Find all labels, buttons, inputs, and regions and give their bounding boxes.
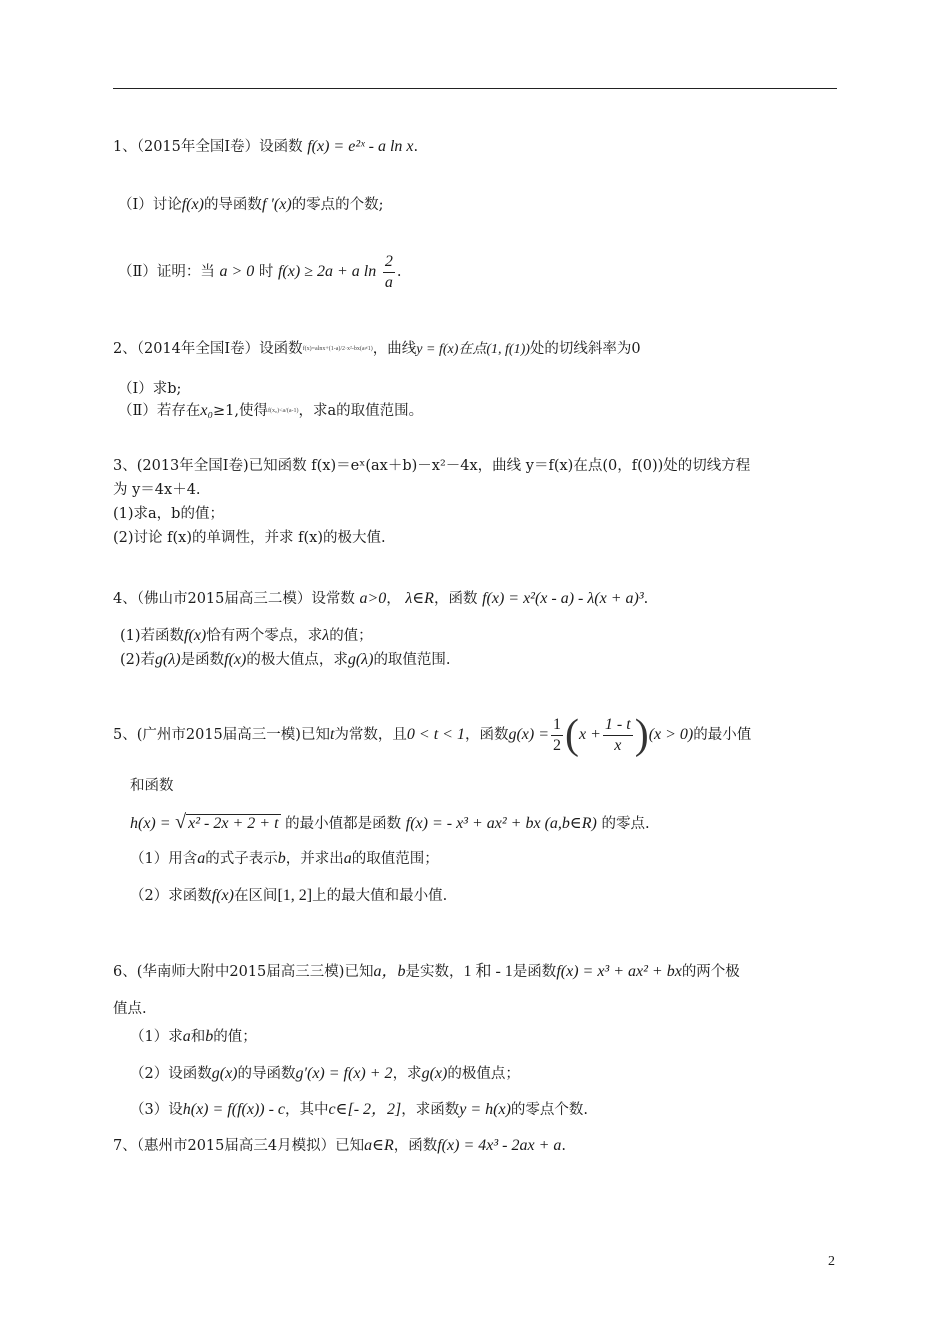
text: (2)讨论 f(x)的单调性，并求 f(x)的极大值.	[113, 530, 386, 546]
text: ，	[386, 591, 401, 607]
text: ，曲线	[372, 341, 417, 357]
radicand: x² - 2x + 2 + t	[188, 815, 279, 832]
text: 的零点的个数;	[291, 197, 384, 213]
math: f(x) = 4x³ - 2ax + a	[437, 1137, 562, 1154]
math: a	[182, 1028, 191, 1045]
problem-6-label: 6、(华南师大附中2015届高三三模)已知	[113, 964, 374, 980]
math: b	[205, 1028, 214, 1045]
math: y = f(x)在点(1, f(1))	[416, 342, 530, 357]
math: λ∈R	[405, 590, 434, 607]
math: a	[197, 850, 206, 867]
text: ，并求出	[285, 851, 344, 867]
text: （2）设函数	[130, 1066, 212, 1082]
problem-6-part-1	[130, 1028, 257, 1046]
text: （2）求函数	[130, 888, 212, 904]
text: 的极值点；	[447, 1066, 520, 1082]
text: (1)若函数	[120, 628, 185, 644]
fraction	[383, 252, 395, 293]
text: 值点.	[113, 1001, 147, 1017]
text: ，函数	[393, 1138, 438, 1154]
math: g(x) =	[508, 726, 550, 743]
math: [1, 2]	[277, 887, 313, 904]
problem-7-label: 7、（惠州市2015届高三4月模拟）已知	[113, 1138, 365, 1154]
math: f(x)	[184, 627, 207, 644]
text: 是实数，	[405, 964, 464, 980]
math: h(x) = f(f(x)) - c	[182, 1101, 286, 1118]
text: （Ⅱ）证明：当	[118, 264, 215, 280]
text: ，函数	[464, 727, 509, 743]
paren-left: (	[565, 712, 580, 758]
text: 的式子表示	[205, 851, 278, 867]
text: ，其中	[285, 1102, 329, 1118]
math: a，b	[373, 963, 406, 980]
math: b	[277, 850, 286, 867]
math: h(x) =	[130, 815, 171, 832]
text: 在区间	[233, 888, 278, 904]
text: 的零点个数.	[510, 1102, 589, 1118]
text: 的取值范围；	[351, 851, 439, 867]
math: f(x) = x³ + ax² + bx	[556, 963, 682, 980]
text: ，求函数	[401, 1102, 460, 1118]
text: 的取值范围.	[373, 652, 451, 668]
text: 的两个极	[681, 964, 740, 980]
math: a > 0	[219, 263, 255, 280]
problem-4-part-1	[120, 627, 373, 645]
math: (x > 0)	[648, 726, 694, 743]
problem-2-label: 2、（2014年全国Ⅰ卷）设函数	[113, 341, 303, 357]
text: 的最小值都是函数	[285, 816, 402, 832]
text: ，函数	[433, 591, 478, 607]
problem-5-line-3	[130, 813, 650, 833]
math: f(x)	[211, 887, 234, 904]
text: （1）求	[130, 1029, 183, 1045]
math: a∈R	[364, 1137, 394, 1154]
text: 恰有两个零点，求	[206, 628, 323, 644]
text: 为 y＝4x＋4.	[113, 482, 201, 498]
text: 是函数	[180, 652, 225, 668]
math: f(x) ≥ 2a + a ln	[277, 263, 377, 280]
problem-6-part-3	[130, 1101, 588, 1119]
problem-2-part-1	[118, 380, 181, 398]
math: f(x)	[224, 651, 247, 668]
math: g(x)	[211, 1065, 238, 1082]
square-root	[175, 813, 280, 833]
numerator: 1 - t	[603, 715, 633, 736]
math: g′(x) = f(x) + 2	[295, 1065, 393, 1082]
math: x +	[579, 726, 601, 743]
problem-3-part-1	[113, 505, 224, 523]
problem-5-line-2	[130, 777, 174, 795]
problem-4-part-2	[120, 651, 451, 669]
text: 的极大值点，求	[246, 652, 348, 668]
text: 是函数	[512, 964, 557, 980]
paren-right: )	[634, 712, 649, 758]
math: t	[329, 726, 335, 743]
math: y = h(x)	[459, 1101, 511, 1118]
text: （Ⅰ）求b;	[118, 381, 182, 397]
problem-2-title-line	[113, 340, 641, 359]
math: f(x) = - x³ + ax² + bx (a,b∈R)	[405, 815, 597, 832]
numerator: 2	[383, 252, 395, 273]
problem-1-part-2	[118, 250, 401, 294]
fraction	[603, 715, 633, 756]
math: f(x)	[181, 196, 204, 213]
text: (1)求a，b的值；	[113, 506, 224, 522]
problem-1-part-1	[118, 196, 384, 214]
text: （Ⅰ）讨论	[118, 197, 182, 213]
end: .	[396, 264, 402, 280]
problem-4-title-line	[113, 590, 648, 608]
problem-3-line-2	[113, 481, 201, 499]
end: .	[643, 591, 649, 607]
math: f ′(x)	[261, 196, 292, 213]
page-number: 2	[828, 1254, 835, 1269]
radical-sign: √	[175, 811, 187, 833]
problem-5-title-line	[113, 713, 751, 757]
denominator: 2	[553, 736, 562, 754]
math: g(λ)	[347, 651, 374, 668]
denominator: a	[384, 273, 393, 291]
text: 时	[258, 264, 274, 280]
text: 的导函数	[237, 1066, 296, 1082]
problem-6-part-2	[130, 1065, 520, 1083]
problem-1-title-line	[113, 138, 418, 156]
text: 为常数，且	[334, 727, 407, 743]
text: ，求a的取值范围。	[298, 403, 424, 419]
text: （3）设	[130, 1102, 183, 1118]
problem-1-end: .	[413, 139, 419, 155]
problem-5-part-2	[130, 887, 447, 905]
problem-4-label: 4、（佛山市2015届高三二模）设常数	[113, 591, 355, 607]
math: x₀	[200, 402, 214, 419]
text: 3、(2013年全国Ⅰ卷)已知函数 f(x)＝eˣ(ax＋b)－x²－4x，曲线 y＝f(x)在点(0，f(0))处的切线方程	[113, 458, 751, 474]
text: 的最小值	[693, 727, 752, 743]
math: 1 和 - 1	[463, 963, 513, 980]
problem-2-part-2	[118, 402, 423, 420]
text: 的值；	[213, 1029, 257, 1045]
problem-1-label: 1、（2015年全国Ⅰ卷）设函数	[113, 139, 303, 155]
problem-6-title-line	[113, 963, 740, 981]
math: 0 < t < 1	[406, 726, 465, 743]
problem-3-line-1	[113, 457, 750, 475]
text: 的值；	[329, 628, 373, 644]
text: 的导函数	[203, 197, 262, 213]
text: (2)若	[120, 652, 156, 668]
denominator: x	[614, 736, 622, 754]
text: （1）用含	[130, 851, 198, 867]
numerator: 1	[551, 715, 563, 736]
text: 和函数	[130, 778, 174, 794]
problem-7-title-line	[113, 1137, 566, 1155]
problem-6-line-2	[113, 1000, 147, 1018]
math: g(x)	[421, 1065, 448, 1082]
text: 和	[190, 1029, 206, 1045]
problem-3-part-2	[113, 529, 386, 547]
tiny-formula: f(x)=alnx+(1-a)/2·x²-bx(a≠1)	[302, 346, 373, 352]
math: f(x) = x²(x - a) - λ(x + a)³	[482, 590, 644, 607]
text: 的零点.	[601, 816, 650, 832]
tiny-formula: f(x₀)<a/(a-1)	[268, 408, 299, 414]
math: c∈[- 2，2]	[328, 1101, 402, 1118]
fraction-half	[551, 715, 563, 756]
text: ≥1,使得	[213, 403, 269, 419]
end: .	[561, 1138, 566, 1154]
problem-5-label: 5、(广州市2015届高三一模)已知	[113, 727, 330, 743]
math: a>0	[359, 590, 387, 607]
problem-5-part-1	[130, 850, 439, 868]
header-rule	[113, 88, 837, 89]
math: a	[343, 850, 352, 867]
text: 上的最大值和最小值.	[312, 888, 448, 904]
text: 处的切线斜率为0	[529, 341, 641, 357]
math: λ	[322, 627, 330, 644]
text: ，求	[392, 1066, 422, 1082]
math: g(λ)	[155, 651, 181, 668]
problem-1-function: f(x) = e²ˣ - a ln x	[307, 138, 414, 155]
text: （Ⅱ）若存在	[118, 403, 201, 419]
